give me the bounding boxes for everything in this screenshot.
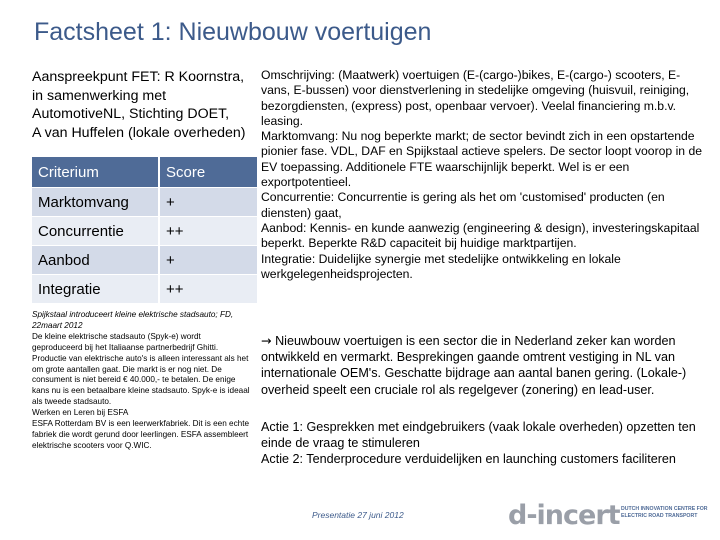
page-title: Factsheet 1: Nieuwbouw voertuigen xyxy=(34,18,432,46)
table-row xyxy=(32,188,257,217)
market-paragraph: Marktomvang: Nu nog beperkte markt; de sector bevindt zich in een opstartende pionier fase. VDL, DAF en Spijkstaal actieve spelers. De sector loopt voorop in de EV toepassing. Additionele FTE waarschijnlijk beperkt. Wel is er een exportpotentieel. xyxy=(261,129,703,190)
criterium-cell: Concurrentie xyxy=(32,217,159,246)
criterium-cell: Marktomvang xyxy=(32,188,159,217)
table-header-row xyxy=(32,157,257,188)
score-cell: ++ xyxy=(159,217,257,246)
conclusion-block xyxy=(261,333,706,398)
supply-paragraph: Aanbod: Kennis- en kunde aanwezig (engineering & design), investeringskapitaal beperkt. Beperkte R&D capaciteit bij huidige marktpartijen. xyxy=(261,220,700,251)
news-extra-body: ESFA Rotterdam BV is een leerwerkfabriek. Dit is een echte fabriek die wordt gerund door leerlingen. ESFA assembleert elektrische scooters voor Q.WIC. xyxy=(32,419,250,450)
news-headline: Spijkstaal introduceert kleine elektrische stadsauto; FD, 22maart 2012 xyxy=(32,310,234,330)
logo-subtitle: DUTCH INNOVATION CENTRE FOR ELECTRIC ROAD TRANSPORT xyxy=(621,506,708,519)
score-cell: + xyxy=(159,246,257,275)
table-row xyxy=(32,275,257,304)
integration-paragraph: Integratie: Duidelijke synergie met stedelijke ontwikkeling en lokale werkgelegenheidsprojecten. xyxy=(261,251,621,281)
table-row xyxy=(32,246,257,275)
action-1: Actie 1: Gesprekken met eindgebruikers (vaak lokale overheden) opzetten ten einde de vraag te stimuleren xyxy=(261,420,696,450)
news-body: De kleine elektrische stadsauto (Spyk-e) wordt geproduceerd bij het Italiaanse partnerbedrijf Ghitti. Productie van elektrische auto's is alleen interessant als het om grote aantallen gaat. Die markt is er nog niet. De consument is niet bereid € 40.000,- te betalen. De enige kans nu is een betaalbare kleine stadsauto. Spyk-e is ideaal als tweede stadsauto. xyxy=(32,331,250,407)
criterium-cell: Aanbod xyxy=(32,246,159,275)
actions-block xyxy=(261,419,706,467)
news-extra-title: Werken en Leren bij ESFA xyxy=(32,408,129,418)
contact-line: in samenwerking met xyxy=(32,87,167,104)
competition-paragraph: Concurrentie: Concurrentie is gering als het om 'customised' producten (en diensten) gaat, xyxy=(261,190,665,220)
table-row xyxy=(32,217,257,246)
description-block xyxy=(261,68,706,318)
criterium-cell: Integratie xyxy=(32,275,159,304)
score-cell: ++ xyxy=(159,275,257,304)
d-incert-logo: d-incert xyxy=(508,500,620,531)
contact-line: A van Huffelen (lokale overheden) xyxy=(32,124,246,141)
score-table xyxy=(32,157,257,304)
footer-presentation-date: Presentatie 27 juni 2012 xyxy=(312,510,404,520)
header-score: Score xyxy=(159,157,257,188)
conclusion-text: Nieuwbouw voertuigen is een sector die in Nederland zeker kan worden ontwikkeld en vermarkt. Besprekingen gaande omtrent vestiging in NL van internationale OEM's. Geschatte bijdrage aan aantal banen gering. (Lokale-) overheid speelt een cruciale rol als regelgever (zonering) en lead-user. xyxy=(261,334,687,397)
arrow-right-icon: → xyxy=(261,333,272,348)
header-criterium: Criterium xyxy=(32,157,159,188)
score-cell: + xyxy=(159,188,257,217)
contact-block xyxy=(32,68,254,142)
description-paragraph: Omschrijving: (Maatwerk) voertuigen (E-(cargo-)bikes, E-(cargo-) scooters, E-vans, E-bussen) voor dienstverlening in stedelijke omgeving (huisvuil, reiniging, bezorgdiensten, (express) post, openbaar vervoer). Veelal financiering m.b.v. leasing. xyxy=(261,68,690,128)
contact-line: Aanspreekpunt FET: R Koornstra, xyxy=(32,69,245,85)
contact-line: AutomotiveNL, Stichting DOET, xyxy=(32,106,230,122)
news-block xyxy=(32,310,250,452)
action-2: Actie 2: Tenderprocedure verduidelijken en launching customers faciliteren xyxy=(261,452,676,466)
